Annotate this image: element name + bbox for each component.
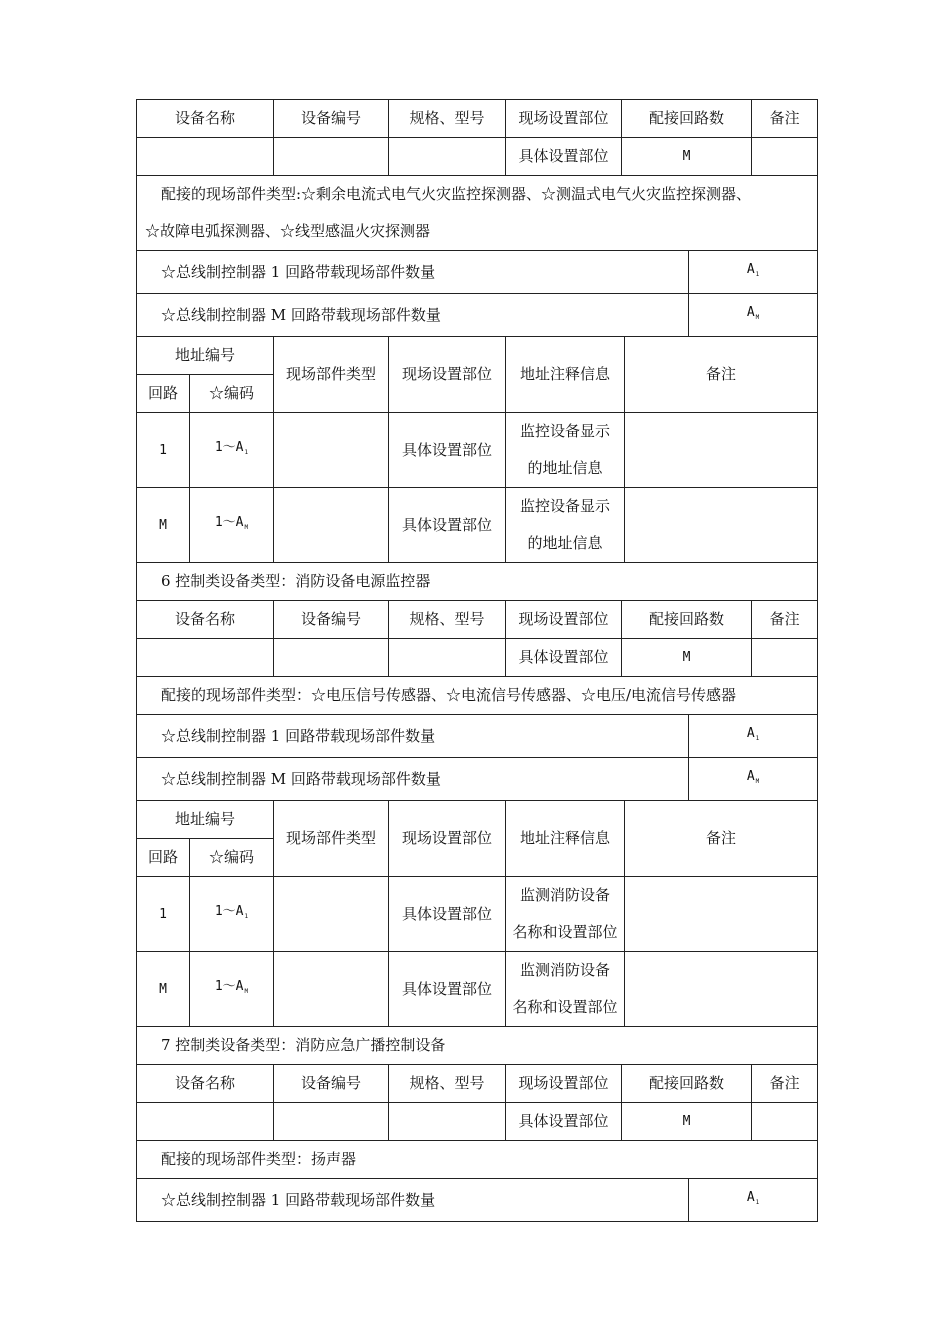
count-value-loop1	[689, 251, 818, 294]
header-device-name: 设备名称	[137, 601, 274, 639]
header-site-location: 现场设置部位	[506, 1065, 622, 1103]
equipment-table	[136, 99, 818, 1222]
spec-model-cell	[389, 639, 506, 677]
note-info-header: 地址注释信息	[506, 337, 625, 413]
device-code-cell	[274, 138, 389, 176]
device-name-cell	[137, 639, 274, 677]
count-a-letter: A	[746, 1190, 755, 1205]
header-loop-count: 配接回路数	[622, 1065, 752, 1103]
code-range-sub: 1	[244, 913, 249, 920]
loop-header: 回路	[137, 839, 190, 877]
note-info-line1: 监测消防设备	[520, 886, 611, 904]
address-row-M	[137, 952, 818, 1027]
location-cell: 具体设置部位	[389, 952, 506, 1027]
parts-type-line1: 配接的现场部件类型:☆剩余电流式电气火灾监控探测器、☆测温式电气火灾监控探测器、	[161, 185, 752, 203]
section7-title-row	[137, 1027, 818, 1065]
count-label-loopM: ☆总线制控制器 M 回路带载现场部件数量	[137, 294, 689, 337]
code-range-text: 1～A	[214, 904, 244, 919]
loop-cell: M	[137, 488, 190, 563]
address-remark-header: 备注	[625, 801, 818, 877]
loop-count-cell: M	[622, 1103, 752, 1141]
count-value-loopM	[689, 294, 818, 337]
code-range-cell	[190, 877, 274, 952]
loop-count-cell: M	[622, 639, 752, 677]
note-info-line2: 名称和设置部位	[512, 923, 618, 941]
header-site-location: 现场设置部位	[506, 100, 622, 138]
header-spec-model: 规格、型号	[389, 601, 506, 639]
loop-header: 回路	[137, 375, 190, 413]
address-row-1	[137, 877, 818, 952]
parts-type-cell: 配接的现场部件类型：☆电压信号传感器、☆电流信号传感器、☆电压/电流信号传感器	[137, 677, 818, 715]
device-name-cell	[137, 138, 274, 176]
count-value-loop1	[689, 1179, 818, 1222]
address-remark-header: 备注	[625, 337, 818, 413]
address-header-row	[137, 337, 818, 375]
part-type-header: 现场部件类型	[274, 801, 389, 877]
device-data-row	[137, 1103, 818, 1141]
address-row-1	[137, 413, 818, 488]
code-range-text: 1～A	[214, 440, 244, 455]
count-value-loop1	[689, 715, 818, 758]
document-page	[136, 99, 817, 1222]
count-label-loopM: ☆总线制控制器 M 回路带载现场部件数量	[137, 758, 689, 801]
count-a-letter: A	[746, 769, 755, 784]
count-label-loop1: ☆总线制控制器 1 回路带载现场部件数量	[137, 1179, 689, 1222]
count-row-loop1	[137, 715, 818, 758]
device-header-row	[137, 1065, 818, 1103]
parts-type-line2: ☆故障电弧探测器、☆线型感温火灾探测器	[145, 222, 431, 240]
code-range-cell	[190, 952, 274, 1027]
code-header: ☆编码	[190, 375, 274, 413]
row-remark-cell	[625, 413, 818, 488]
device-data-row	[137, 639, 818, 677]
loop-cell: 1	[137, 877, 190, 952]
count-subscript: M	[755, 778, 760, 785]
part-type-cell	[274, 413, 389, 488]
count-subscript: 1	[755, 271, 760, 278]
part-type-cell	[274, 877, 389, 952]
note-info-line1: 监控设备显示	[520, 497, 611, 515]
code-range-sub: M	[244, 988, 249, 995]
site-location-cell: 具体设置部位	[506, 639, 622, 677]
section6-title: 6 控制类设备类型：消防设备电源监控器	[137, 563, 818, 601]
site-location-cell: 具体设置部位	[506, 138, 622, 176]
address-header-row	[137, 801, 818, 839]
count-row-loopM	[137, 294, 818, 337]
header-device-name: 设备名称	[137, 1065, 274, 1103]
spec-model-cell	[389, 1103, 506, 1141]
header-spec-model: 规格、型号	[389, 1065, 506, 1103]
header-spec-model: 规格、型号	[389, 100, 506, 138]
section6-title-row	[137, 563, 818, 601]
count-row-loop1	[137, 251, 818, 294]
count-subscript: 1	[755, 735, 760, 742]
note-info-cell	[506, 488, 625, 563]
part-type-cell	[274, 952, 389, 1027]
code-range-sub: M	[244, 524, 249, 531]
header-device-code: 设备编号	[274, 1065, 389, 1103]
location-cell: 具体设置部位	[389, 877, 506, 952]
remark-cell	[752, 138, 818, 176]
code-range-sub: 1	[244, 449, 249, 456]
header-device-name: 设备名称	[137, 100, 274, 138]
loop-cell: 1	[137, 413, 190, 488]
note-info-cell	[506, 413, 625, 488]
row-remark-cell	[625, 952, 818, 1027]
loop-cell: M	[137, 952, 190, 1027]
note-info-header: 地址注释信息	[506, 801, 625, 877]
header-device-code: 设备编号	[274, 601, 389, 639]
row-remark-cell	[625, 488, 818, 563]
device-data-row	[137, 138, 818, 176]
spec-model-cell	[389, 138, 506, 176]
note-info-line2: 名称和设置部位	[512, 998, 618, 1016]
parts-type-row	[137, 1141, 818, 1179]
note-info-line2: 的地址信息	[527, 534, 603, 552]
location-cell: 具体设置部位	[389, 413, 506, 488]
address-location-header: 现场设置部位	[389, 337, 506, 413]
note-info-line1: 监测消防设备	[520, 961, 611, 979]
parts-type-cell	[137, 176, 818, 251]
code-range-text: 1～A	[214, 979, 244, 994]
remark-cell	[752, 639, 818, 677]
header-loop-count: 配接回路数	[622, 100, 752, 138]
header-remark: 备注	[752, 1065, 818, 1103]
loop-count-cell: M	[622, 138, 752, 176]
count-a-letter: A	[746, 305, 755, 320]
count-row-loop1	[137, 1179, 818, 1222]
header-device-code: 设备编号	[274, 100, 389, 138]
parts-type-row	[137, 677, 818, 715]
note-info-line1: 监控设备显示	[520, 422, 611, 440]
count-subscript: 1	[755, 1199, 760, 1206]
part-type-cell	[274, 488, 389, 563]
remark-cell	[752, 1103, 818, 1141]
code-range-cell	[190, 413, 274, 488]
site-location-cell: 具体设置部位	[506, 1103, 622, 1141]
note-info-cell	[506, 877, 625, 952]
device-name-cell	[137, 1103, 274, 1141]
part-type-header: 现场部件类型	[274, 337, 389, 413]
device-code-cell	[274, 639, 389, 677]
row-remark-cell	[625, 877, 818, 952]
count-label-loop1: ☆总线制控制器 1 回路带载现场部件数量	[137, 715, 689, 758]
count-subscript: M	[755, 314, 760, 321]
code-range-text: 1～A	[214, 515, 244, 530]
code-header: ☆编码	[190, 839, 274, 877]
address-group-header: 地址编号	[137, 337, 274, 375]
code-range-cell	[190, 488, 274, 563]
header-remark: 备注	[752, 100, 818, 138]
note-info-line2: 的地址信息	[527, 459, 603, 477]
section7-title: 7 控制类设备类型：消防应急广播控制设备	[137, 1027, 818, 1065]
count-row-loopM	[137, 758, 818, 801]
device-header-row	[137, 601, 818, 639]
count-value-loopM	[689, 758, 818, 801]
device-header-row	[137, 100, 818, 138]
count-a-letter: A	[746, 726, 755, 741]
address-row-M	[137, 488, 818, 563]
count-a-letter: A	[746, 262, 755, 277]
note-info-cell	[506, 952, 625, 1027]
header-site-location: 现场设置部位	[506, 601, 622, 639]
address-group-header: 地址编号	[137, 801, 274, 839]
count-label-loop1: ☆总线制控制器 1 回路带载现场部件数量	[137, 251, 689, 294]
address-location-header: 现场设置部位	[389, 801, 506, 877]
header-remark: 备注	[752, 601, 818, 639]
device-code-cell	[274, 1103, 389, 1141]
location-cell: 具体设置部位	[389, 488, 506, 563]
parts-type-row	[137, 176, 818, 251]
parts-type-cell: 配接的现场部件类型：扬声器	[137, 1141, 818, 1179]
header-loop-count: 配接回路数	[622, 601, 752, 639]
